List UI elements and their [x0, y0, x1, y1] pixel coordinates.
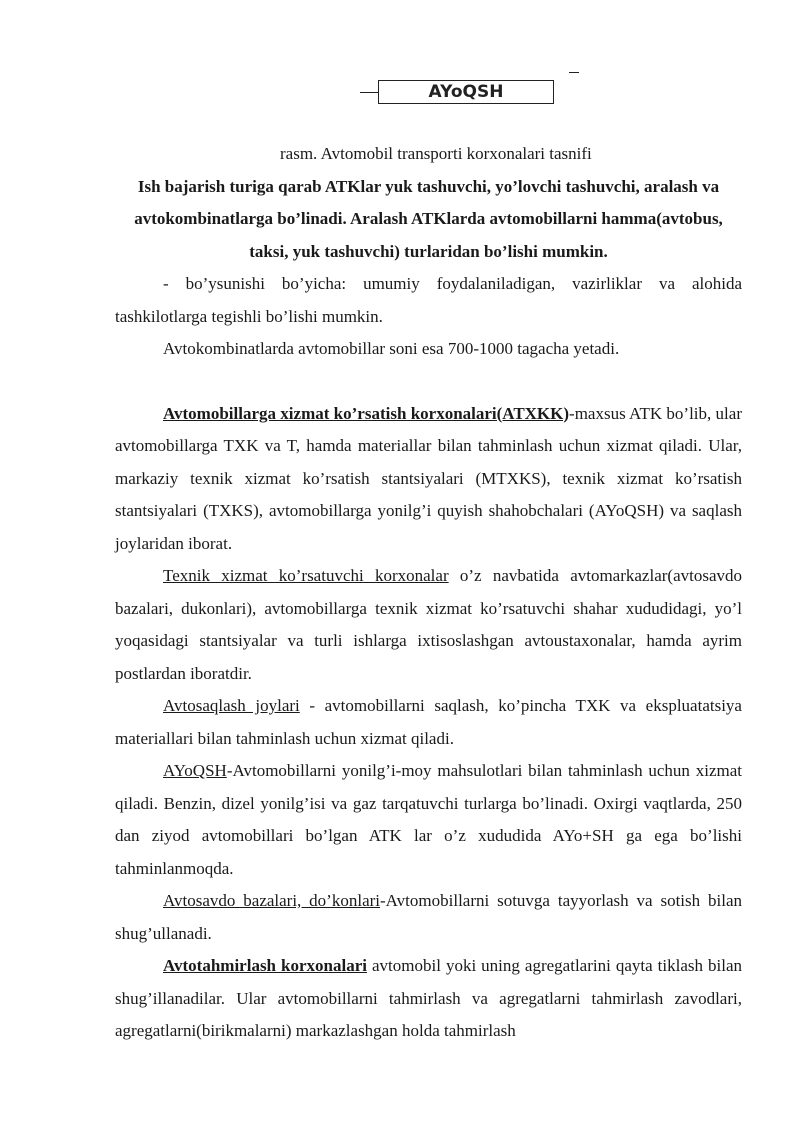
text-ayoqsh: -Avtomobillarni yonilg’i-moy mahsulotlari bilan tahminlash uchun xizmat qiladi. Benzin, dizel yonilg’isi va gaz tarqatuvchi turlarga bo’linadi. Oxirgi vaqtlarda, 250 dan ziyod avtomobillari bo’lgan ATK lar o’z xududida AYo+SH ga ega bo’lishi tahminlanmoqda.: [115, 761, 742, 878]
text-avtotahmirlash: avtomobil yoki uning agregatlarini qayta tiklash bilan shug’illanadilar. Ular avtomobillarni tahmirlash va agregatlarni tahmirlash zavodlari, agregatlarni(birikmalarni) markazlashgan holda tahmirlash: [115, 956, 742, 1040]
ayoqsh-box: AYoQSH: [378, 80, 554, 104]
paragraph-atxkk: [115, 398, 742, 561]
paragraph-ayoqsh: [115, 755, 742, 885]
bold-paragraph: Ish bajarish turiga qarab ATKlar yuk tashuvchi, yo’lovchi tashuvchi, aralash va avtokombinatlarga bo’linadi. Aralash ATKlarda avtomobillarni hamma(avtobus, taksi, yuk tashuvchi) turlaridan bo’lishi mumkin.: [134, 176, 723, 261]
term-ayoqsh: AYoQSH: [163, 761, 227, 780]
figure-caption: rasm. Avtomobil transporti korxonalari tasnifi: [280, 144, 592, 163]
paragraph-avtotahmirlash: [115, 950, 742, 1048]
paragraph-avtosavdo: [115, 885, 742, 950]
term-avtosavdo: Avtosavdo bazalari, do’konlari: [163, 891, 380, 910]
paragraph-avtokombinat: Avtokombinatlarda avtomobillar soni esa 700-1000 tagacha yetadi.: [163, 339, 620, 358]
text-avtosavdo: -Avtomobillarni sotuvga tayyorlash va sotish bilan shug’ullanadi.: [115, 891, 742, 943]
dash-mark: [569, 72, 579, 73]
paragraph-avtosaqlash: [115, 690, 742, 755]
term-texnik: Texnik xizmat ko’rsatuvchi korxonalar: [163, 566, 449, 585]
term-avtosaqlash: Avtosaqlash joylari: [163, 696, 300, 715]
document-body: [115, 138, 742, 1048]
text-avtosaqlash: - avtomobillarni saqlash, ko’pincha TXK va ekspluatatsiya materiallari bilan tahminlash uchun xizmat qiladi.: [115, 696, 742, 748]
term-atxkk: Avtomobillarga xizmat ko’rsatish korxonalari(ATXKK): [163, 403, 570, 423]
spacer: [115, 366, 742, 398]
paragraph-subordination: - bo’ysunishi bo’yicha: umumiy foydalaniladigan, vazirliklar va alohida tashkilotlarga tegishli bo’lishi mumkin.: [115, 274, 742, 326]
paragraph-texnik: [115, 560, 742, 690]
connector-line: [360, 92, 378, 93]
term-avtotahmirlash: Avtotahmirlash korxonalari: [163, 956, 367, 975]
text-atxkk: -maxsus ATK bo’lib, ular avtomobillarga TXK va T, hamda materiallar bilan tahminlash uchun xizmat qiladi. Ular, markaziy texnik xizmat ko’rsatish stantsiyalari (MTXKS), texnik xizmat ko’rsatish stantsiyalari (TXKS), avtomobillarga yonilg’i quyish shahobchalari (AYoQSH) va saqlash joylaridan iborat.: [115, 403, 742, 553]
diagram-fragment: [360, 72, 590, 112]
text-texnik: o’z navbatida avtomarkazlar(avtosavdo bazalari, dukonlari), avtomobillarga texnik xizmat ko’rsatuvchi shahar xududidagi, yo’l yoqasidagi stantsiyalar va turli ishlarga ixtisoslashgan avtoustaxonalar, hamda ayrim postlardan iboratdir.: [115, 566, 742, 683]
